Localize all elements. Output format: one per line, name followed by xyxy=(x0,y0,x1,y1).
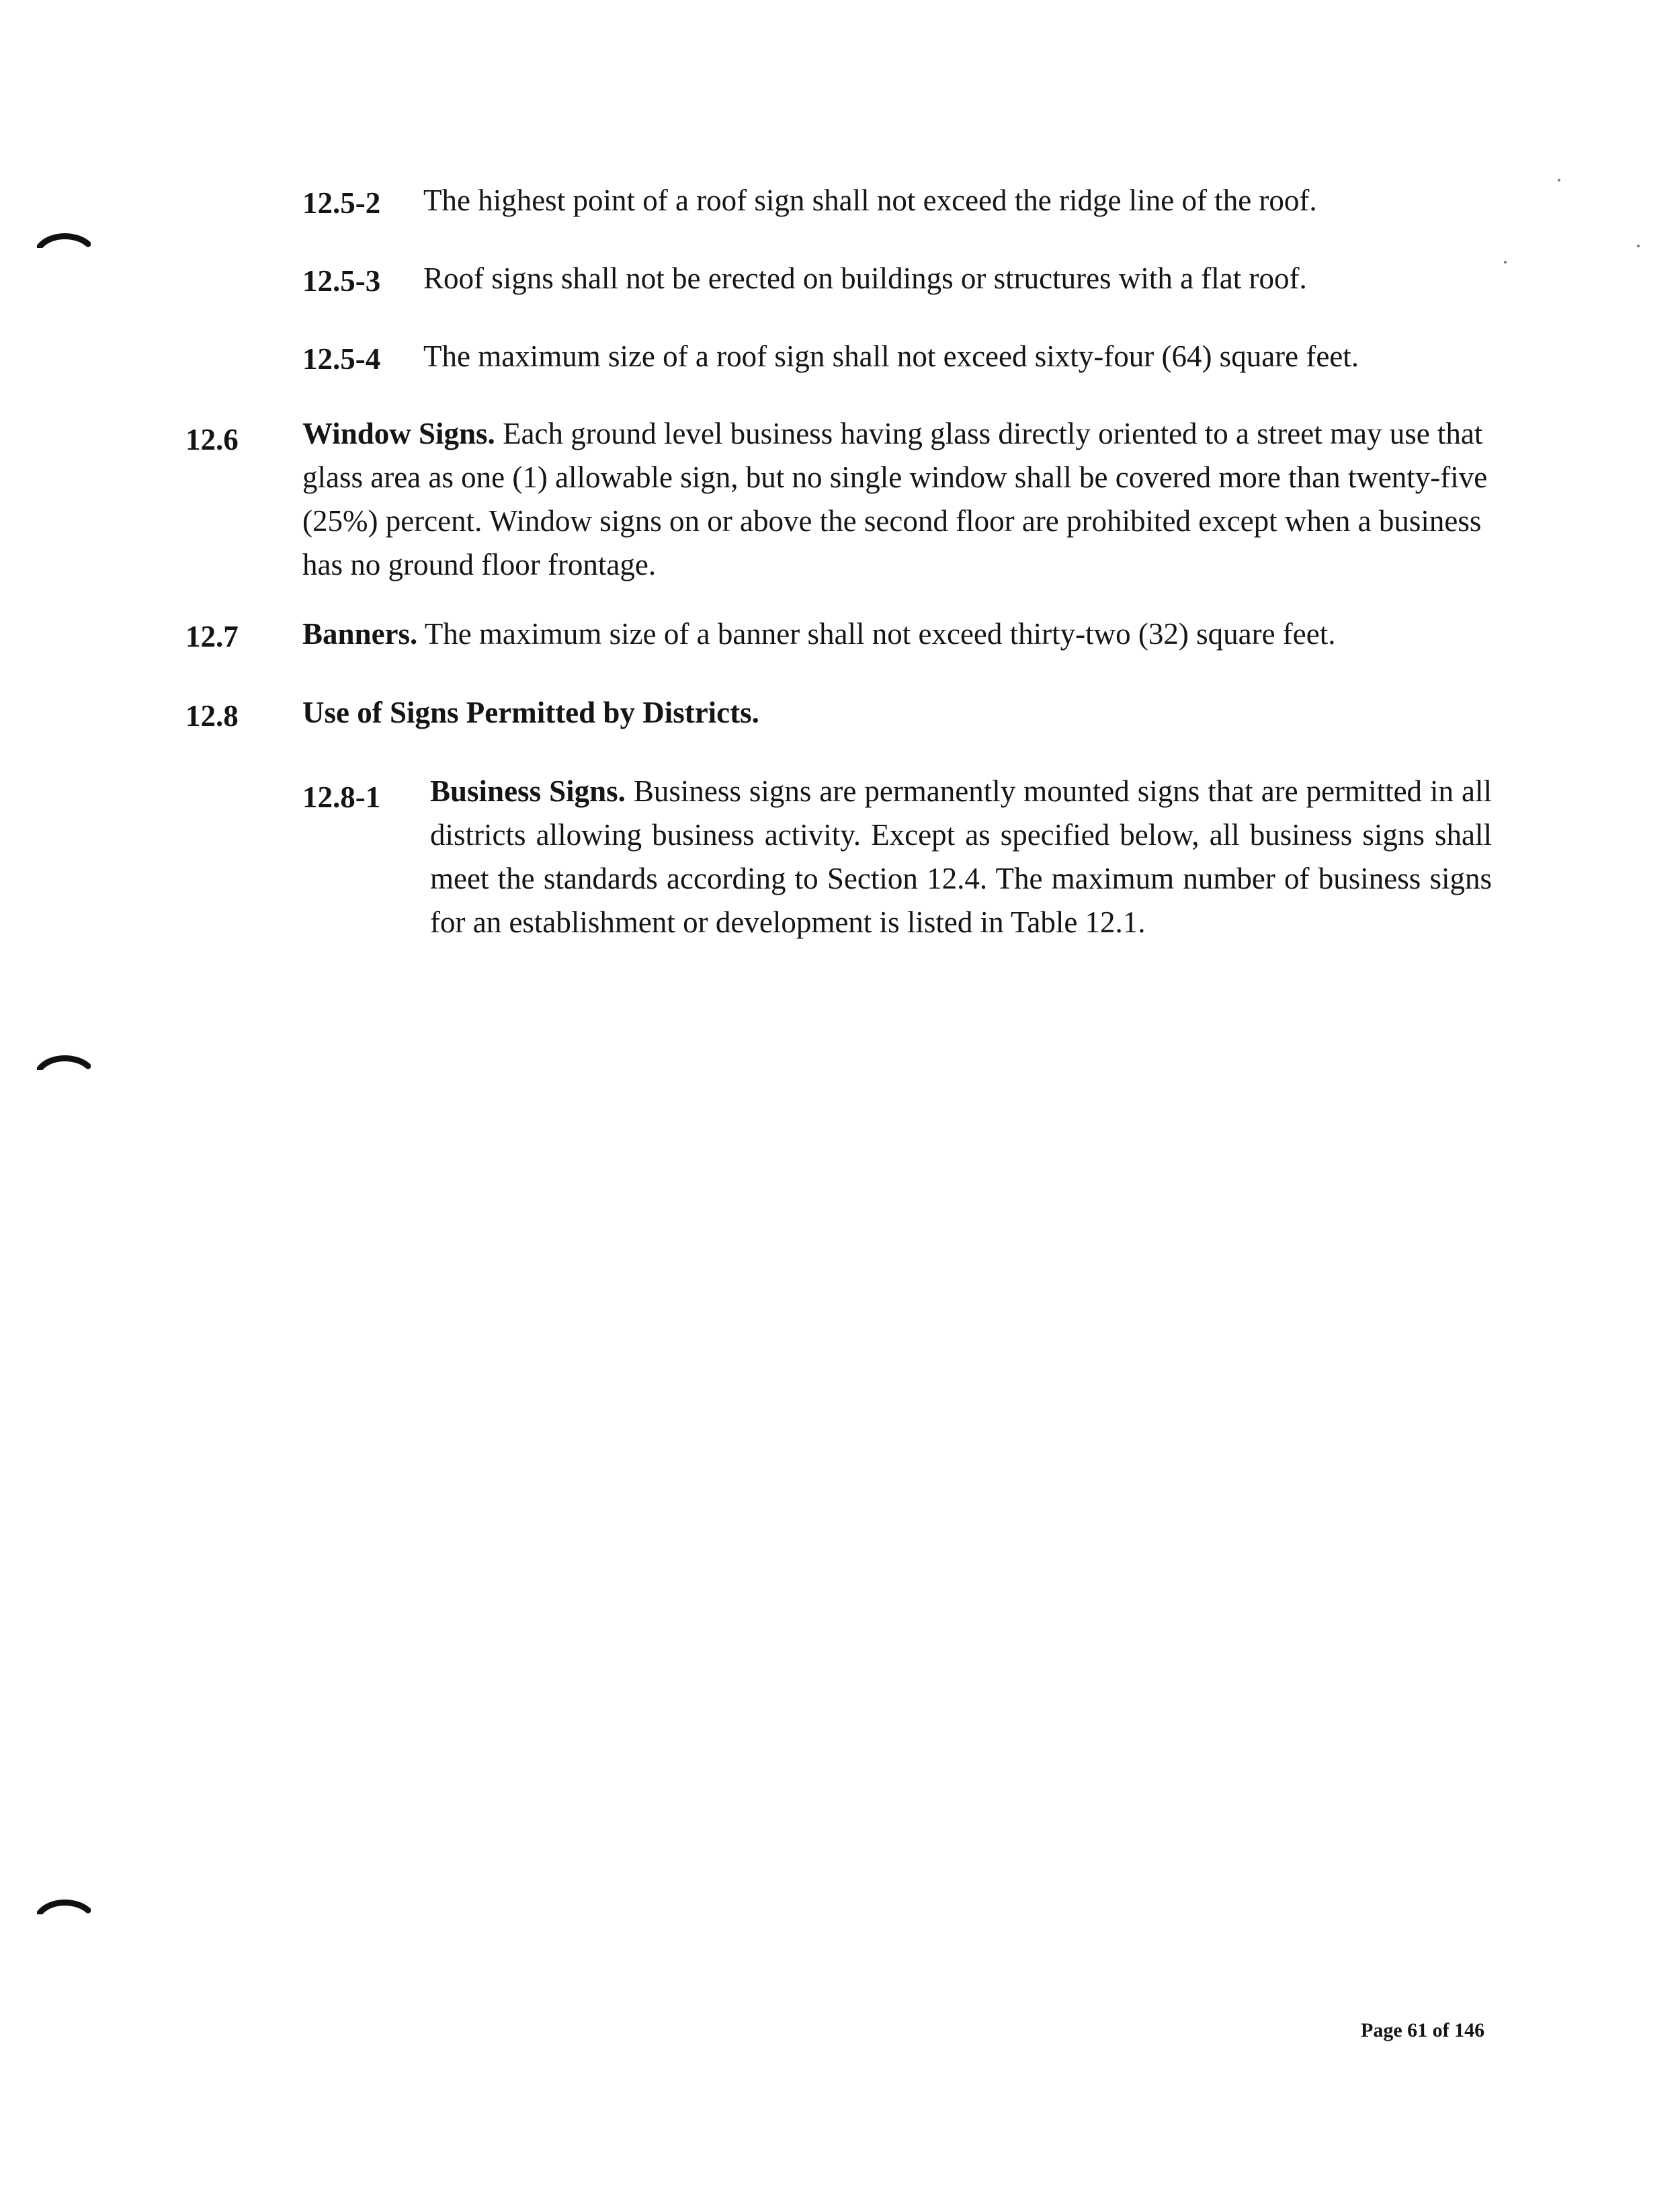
section-title-12-8: Use of Signs Permitted by Districts. xyxy=(302,696,759,729)
scan-speck xyxy=(1504,261,1507,263)
section-text-12-5-3: Roof signs shall not be erected on buildings or structures with a flat roof. xyxy=(423,261,1307,295)
section-number-12-5-4: 12.5-4 xyxy=(302,342,381,376)
punch-hole-mark-bottom xyxy=(37,1898,91,1914)
section-number-12-6: 12.6 xyxy=(185,423,239,456)
section-number-12-8-1: 12.8-1 xyxy=(302,780,381,814)
section-number-12-8: 12.8 xyxy=(185,699,239,733)
punch-hole-mark-middle xyxy=(37,1054,91,1070)
section-number-12-7: 12.7 xyxy=(185,620,239,653)
scan-speck xyxy=(1558,179,1560,181)
section-text-12-6: Each ground level business having glass directly oriented to a street may use that glass area as one (1) allowable sign, but no single window shall be covered more than twenty-five (25%) percent. Window signs on or above the second floor are prohibited except when a business has no ground floor frontage. xyxy=(302,417,1488,581)
section-text-12-5-2: The highest point of a roof sign shall not exceed the ridge line of the roof. xyxy=(423,184,1317,217)
section-title-12-7: Banners. xyxy=(302,617,418,651)
section-text-12-7: The maximum size of a banner shall not exceed thirty-two (32) square feet. xyxy=(424,617,1336,651)
section-number-12-5-3: 12.5-3 xyxy=(302,264,381,298)
punch-hole-mark-top xyxy=(37,232,91,248)
section-title-12-6: Window Signs. xyxy=(302,417,495,450)
section-paragraph-12-7 xyxy=(302,619,1335,649)
section-title-12-8-1: Business Signs. xyxy=(430,774,626,808)
section-paragraph-12-8-1 xyxy=(430,770,1492,944)
section-text-12-8-1: Business signs are permanently mounted signs that are permitted in all districts allowing business activity. Except as specified below, all business signs shall meet the standards according to Section 12.4. The maximum number of business signs for an establishment or development is listed in Table 12.1. xyxy=(430,774,1493,939)
section-number-12-5-2: 12.5-2 xyxy=(302,186,381,220)
page-number-footer: Page 61 of 146 xyxy=(1361,2019,1485,2041)
section-text-12-5-4: The maximum size of a roof sign shall not exceed sixty-four (64) square feet. xyxy=(423,339,1359,373)
section-paragraph-12-6 xyxy=(302,412,1505,587)
scan-speck xyxy=(1637,245,1640,247)
